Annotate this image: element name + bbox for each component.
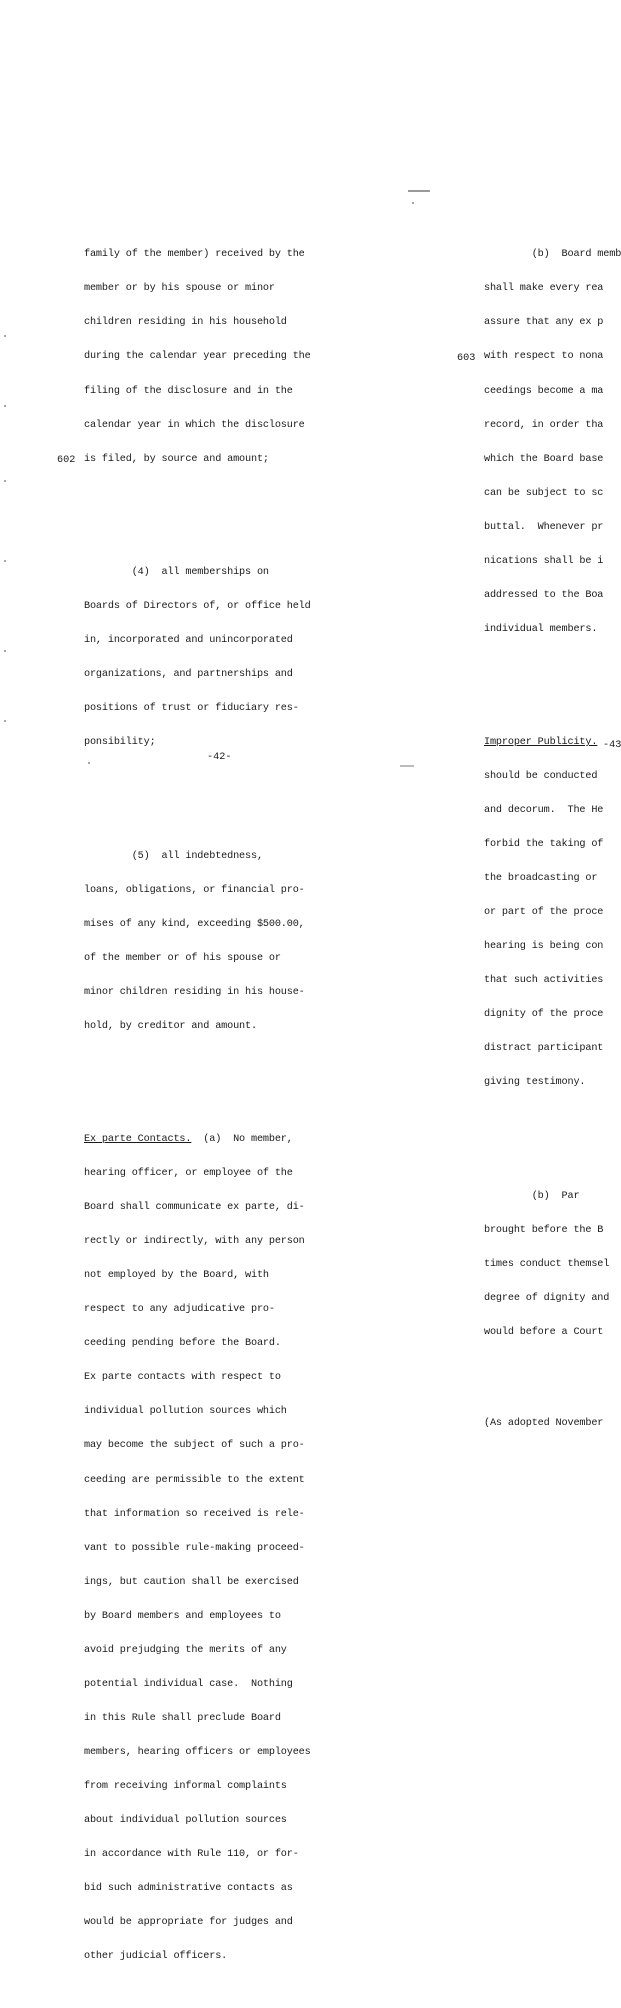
- blank-line: [84, 510, 311, 521]
- text-line: ings, but caution shall be exercised: [84, 1576, 299, 1588]
- text-line: individual pollution sources which: [84, 1406, 287, 1418]
- paragraph-603-b: [484, 1168, 621, 1361]
- text-line: ponsibility;: [84, 737, 156, 749]
- blank-line: [84, 1077, 311, 1088]
- text-line: in, incorporated and unincorporated: [84, 635, 293, 647]
- text-line: times conduct themsel: [484, 1258, 610, 1270]
- text-line: positions of trust or fiduciary res-: [84, 703, 299, 715]
- blank-line: [484, 1384, 621, 1395]
- text-line: of the member or of his spouse or: [84, 952, 281, 964]
- page-number-left: -42-: [207, 752, 232, 763]
- text-line: bid such administrative contacts as: [84, 1882, 293, 1894]
- text-line: family of the member) received by the: [84, 249, 305, 261]
- text-line: or part of the proce: [484, 907, 604, 919]
- scan-speck: [4, 720, 6, 722]
- text-line: should be conducted: [484, 771, 598, 783]
- text-line: calendar year in which the disclosure: [84, 419, 305, 431]
- text-line: may become the subject of such a pro-: [84, 1440, 305, 1452]
- text-line: ceeding are permissible to the extent: [84, 1474, 305, 1486]
- text-line: about individual pollution sources: [84, 1814, 287, 1826]
- text-line: loans, obligations, or financial pro-: [84, 884, 305, 896]
- paragraph-indebtedness: [84, 828, 311, 1055]
- text-line: in accordance with Rule 110, or for-: [84, 1848, 299, 1860]
- blank-line: [484, 680, 621, 691]
- text-line: giving testimony.: [484, 1077, 586, 1089]
- text-line: not employed by the Board, with: [84, 1270, 269, 1282]
- text-line: brought before the B: [484, 1224, 604, 1236]
- scan-artifact: [400, 765, 414, 767]
- text-line: (b) Board memb: [484, 249, 621, 261]
- text-line: mises of any kind, exceeding $500.00,: [84, 918, 305, 930]
- text-line: individual members.: [484, 623, 598, 635]
- rule-602-heading: Ex parte Contacts.: [84, 1134, 192, 1146]
- text-line: (5) all indebtedness,: [84, 850, 263, 862]
- text-line: and decorum. The He: [484, 805, 604, 817]
- text-line: degree of dignity and: [484, 1293, 610, 1304]
- text-line: dignity of the proce: [484, 1009, 604, 1021]
- text-line: filing of the disclosure and in the: [84, 385, 293, 397]
- text-line: members, hearing officers or employees: [84, 1746, 311, 1758]
- text-line: hold, by creditor and amount.: [84, 1020, 257, 1032]
- text-line: buttal. Whenever pr: [484, 521, 604, 533]
- text-line: would be appropriate for judges and: [84, 1916, 293, 1928]
- text-line: in this Rule shall preclude Board: [84, 1712, 281, 1724]
- text-line: children residing in his household: [84, 317, 287, 329]
- text-line: from receiving informal complaints: [84, 1780, 287, 1792]
- scan-speck: [4, 650, 6, 652]
- text-line: potential individual case. Nothing: [84, 1678, 293, 1690]
- scan-speck: [412, 202, 414, 204]
- text-line: forbid the taking of: [484, 839, 604, 851]
- text-line: member or by his spouse or minor: [84, 283, 275, 295]
- text-line: by Board members and employees to: [84, 1610, 281, 1622]
- text-line: Boards of Directors of, or office held: [84, 601, 311, 613]
- right-column: [484, 204, 621, 1452]
- text-line: shall make every rea: [484, 283, 604, 295]
- paragraph-b-board-members: [484, 227, 621, 658]
- text-line: Ex parte contacts with respect to: [84, 1372, 281, 1384]
- scan-speck: [4, 405, 6, 407]
- adoption-note: (As adopted November: [484, 1417, 604, 1429]
- text-line: minor children residing in his house-: [84, 986, 305, 998]
- text-line: (4) all memberships on: [84, 567, 269, 578]
- text-line: hearing is being con: [484, 941, 604, 953]
- scan-speck: [4, 560, 6, 562]
- blank-line: [484, 1134, 621, 1145]
- rule-603-number: 603: [457, 352, 476, 364]
- text-line: can be subject to sc: [484, 487, 604, 499]
- scan-speck: [4, 480, 6, 482]
- text-line: addressed to the Boa: [484, 589, 604, 601]
- text-line: ceedings become a ma: [484, 385, 604, 397]
- text-line: would before a Court: [484, 1327, 604, 1339]
- rule-602-first-line: [84, 1134, 311, 1145]
- paragraph-income-sources: [84, 227, 311, 488]
- text-line: record, in order tha: [484, 419, 604, 431]
- text-line: that information so received is rele-: [84, 1508, 305, 1520]
- text-line: organizations, and partnerships and: [84, 669, 293, 681]
- left-column: [84, 204, 311, 2008]
- text-line: during the calendar year preceding the: [84, 351, 311, 363]
- rule-602-number: 602: [57, 454, 76, 466]
- text-line: ceeding pending before the Board.: [84, 1338, 281, 1350]
- rule-603-heading: Improper Publicity.: [484, 737, 598, 749]
- text-line: other judicial officers.: [84, 1950, 228, 1962]
- text-line: avoid prejudging the merits of any: [84, 1644, 287, 1656]
- text-line: vant to possible rule-making proceed-: [84, 1542, 305, 1554]
- text-fragment: (a) No member,: [191, 1134, 293, 1146]
- text-line: assure that any ex p: [484, 317, 604, 329]
- text-line: with respect to nona: [484, 351, 604, 363]
- text-line: (b) Par: [484, 1190, 580, 1202]
- scan-speck: [4, 335, 6, 337]
- text-line: Board shall communicate ex parte, di-: [84, 1202, 305, 1214]
- page-number-right: -43: [603, 740, 621, 751]
- text-line: which the Board base: [484, 453, 604, 465]
- rule-602-ex-parte-contacts: [84, 1112, 311, 1985]
- text-line: respect to any adjudicative pro-: [84, 1304, 275, 1316]
- rule-603-improper-publicity: [484, 714, 621, 1111]
- text-line: nications shall be i: [484, 555, 604, 567]
- rule-603-first-line: [484, 737, 621, 748]
- scan-artifact: [408, 190, 430, 192]
- text-line: that such activities: [484, 975, 604, 987]
- text-line: distract participant: [484, 1043, 604, 1055]
- text-line: the broadcasting or: [484, 873, 598, 885]
- paragraph-memberships: [84, 544, 311, 771]
- text-line: is filed, by source and amount;: [84, 453, 269, 465]
- text-line: rectly or indirectly, with any person: [84, 1236, 305, 1248]
- blank-line: [84, 794, 311, 805]
- text-line: hearing officer, or employee of the: [84, 1168, 293, 1180]
